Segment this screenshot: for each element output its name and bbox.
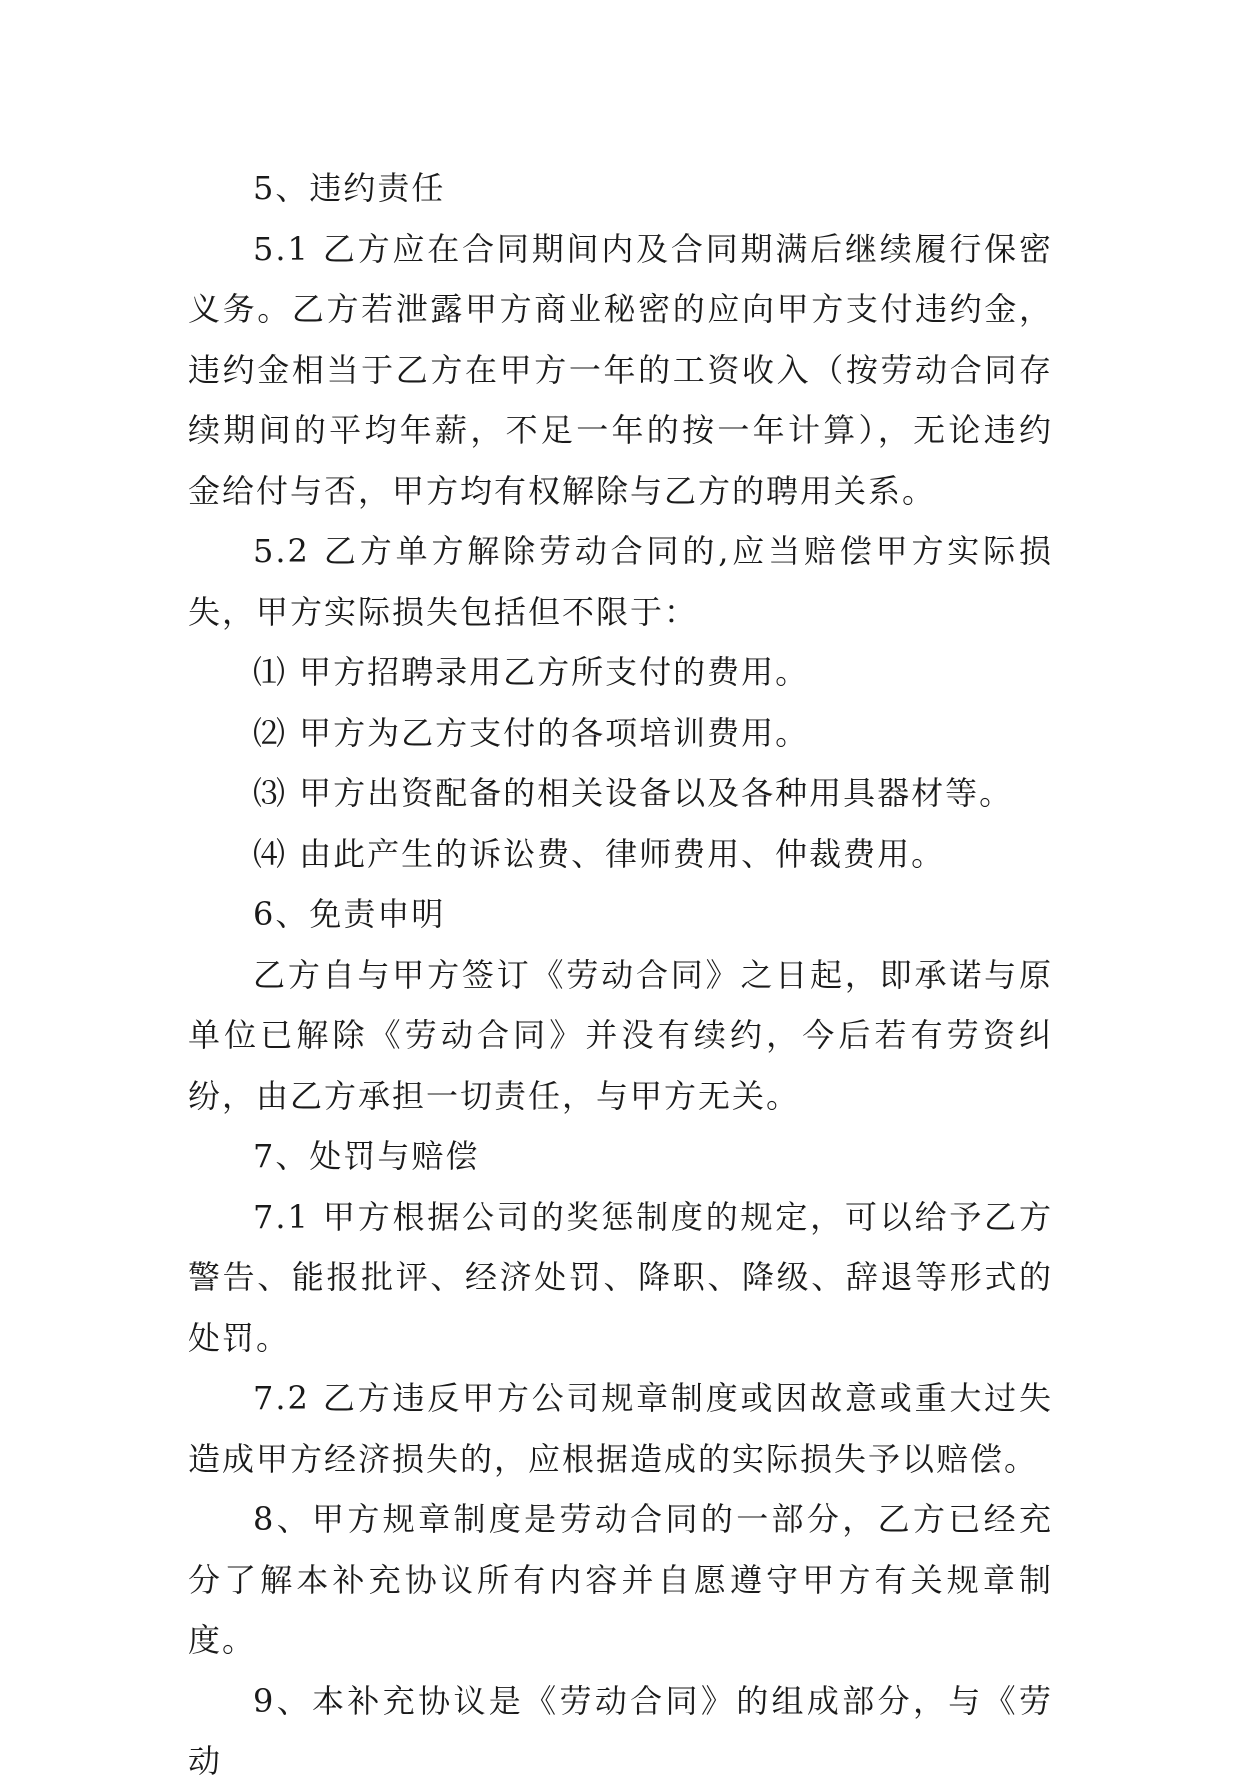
list-item-legal-cost: ⑷ 由此产生的诉讼费、律师费用、仲裁费用。 (253, 834, 946, 873)
clause-5-2: 5.2 乙方单方解除劳动合同的,应当赔偿甲方实际损失，甲方实际损失包括但不限于： (188, 532, 1053, 631)
document-body (188, 158, 1053, 1792)
section-heading-breach-liability: 5、违约责任 (253, 169, 446, 207)
clause-8: 8、甲方规章制度是劳动合同的一部分，乙方已经充分了解本补充协议所有内容并自愿遵守甲方有关规章制度。 (188, 1500, 1053, 1659)
section-heading-disclaimer: 6、免责申明 (253, 895, 446, 933)
disclaimer-text: 乙方自与甲方签订《劳动合同》之日起，即承诺与原单位已解除《劳动合同》并没有续约，今后若有劳资纠纷，由乙方承担一切责任，与甲方无关。 (188, 955, 1053, 1115)
list-item-recruitment-cost: ⑴ 甲方招聘录用乙方所支付的费用。 (253, 653, 810, 691)
list-item-equipment-cost: ⑶ 甲方出资配备的相关设备以及各种用具器材等。 (253, 774, 1014, 812)
clause-9: 9、本补充协议是《劳动合同》的组成部分，与《劳动 (188, 1681, 1053, 1780)
clause-5-1: 5.1 乙方应在合同期间内及合同期满后继续履行保密义务。乙方若泄露甲方商业秘密的应向甲方支付违约金，违约金相当于乙方在甲方一年的工资收入（按劳动合同存续期间的平均年薪，不足一年的按一年计算），无论违约金给付与否，甲方均有权解除与乙方的聘用关系。 (188, 229, 1053, 510)
list-item-training-cost: ⑵ 甲方为乙方支付的各项培训费用。 (253, 713, 810, 752)
clause-7-1: 7.1 甲方根据公司的奖惩制度的规定，可以给予乙方警告、能报批评、经济处罚、降职、降级、辞退等形式的处罚。 (188, 1197, 1053, 1357)
section-heading-penalty: 7、处罚与赔偿 (253, 1137, 480, 1175)
clause-7-2: 7.2 乙方违反甲方公司规章制度或因故意或重大过失造成甲方经济损失的，应根据造成的实际损失予以赔偿。 (188, 1379, 1053, 1478)
